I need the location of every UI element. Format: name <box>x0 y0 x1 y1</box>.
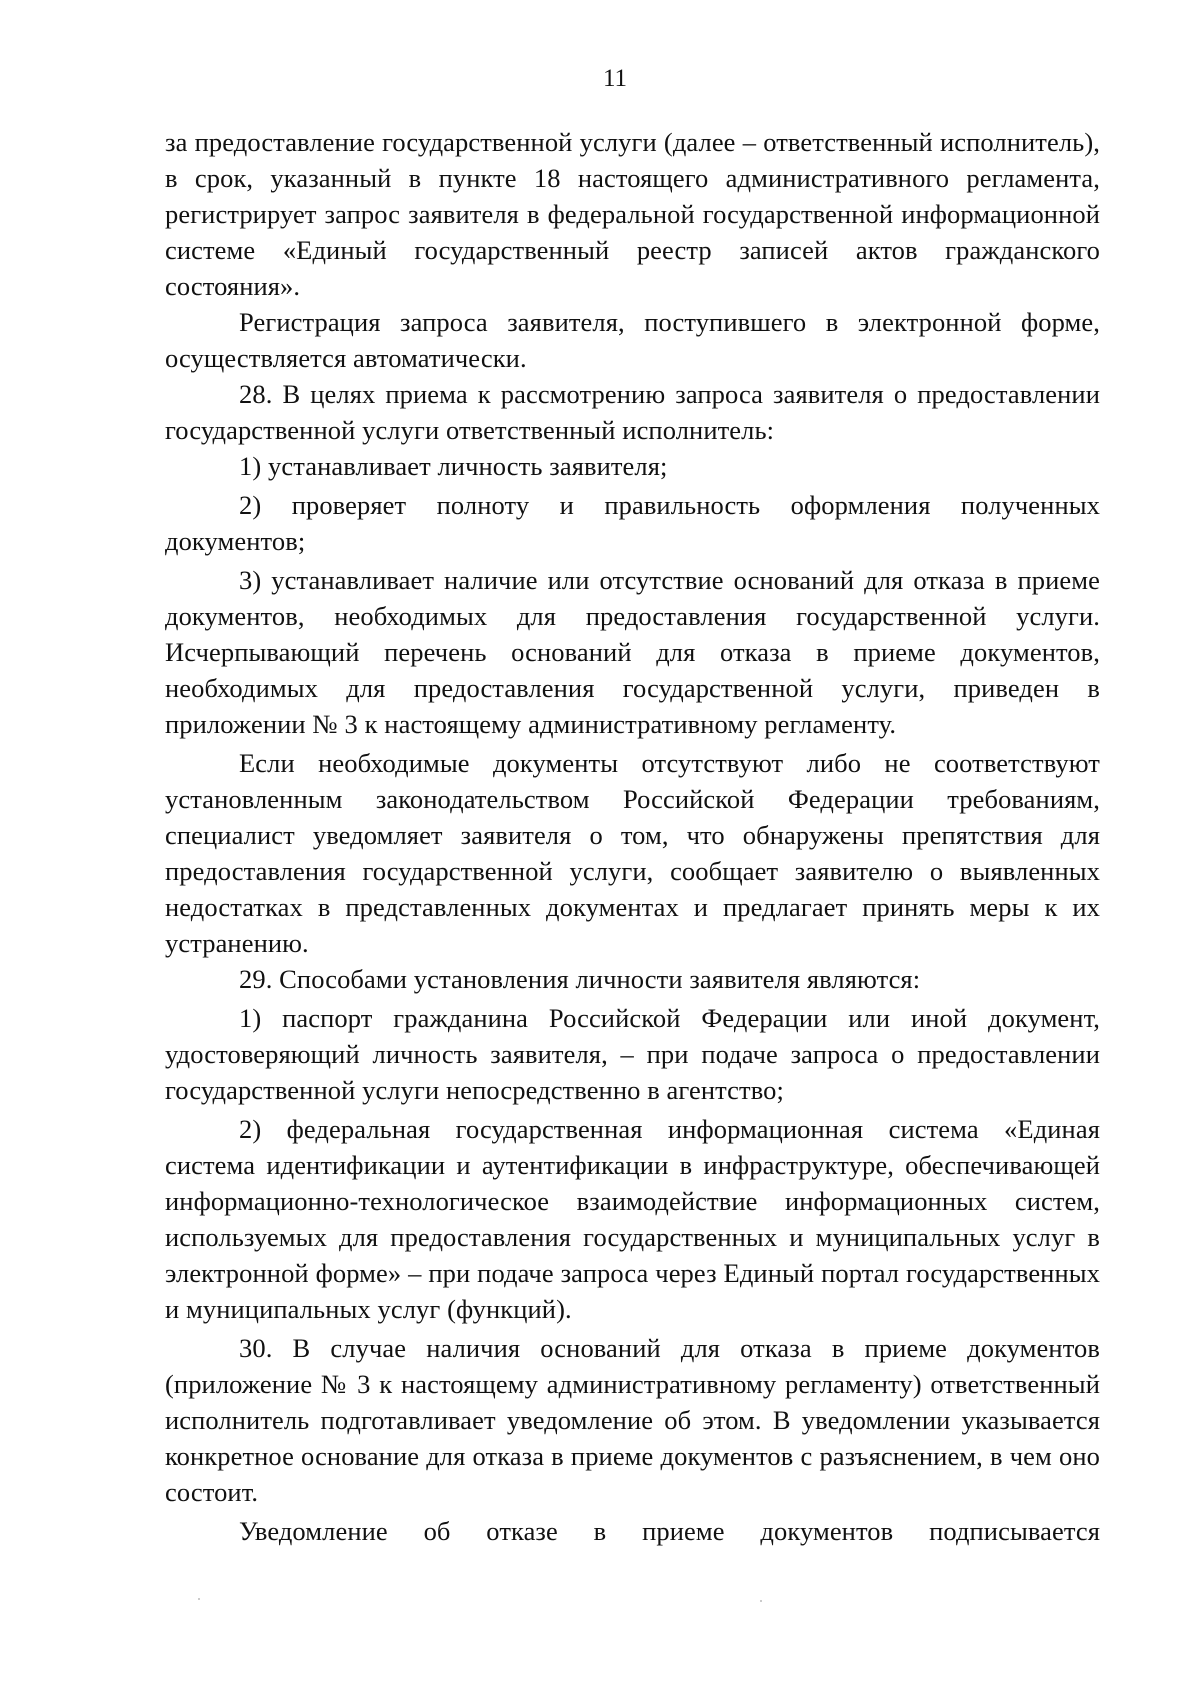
paragraph-continuation: за предоставление государственной услуги (далее – ответственный исполнитель), в срок, указанный в пункте 18 настоящего административного регламента, регистрирует запрос заявителя в федеральной государственной информационной системе «Единый государственный реестр записей актов гражданского состояния». <box>165 127 1100 301</box>
paragraph-28-item-1: 1) устанавливает личность заявителя; <box>239 451 668 481</box>
body-text <box>165 124 1100 1549</box>
paragraph-28-item-2: 2) проверяет полноту и правильность оформления полученных документов; <box>165 490 1100 556</box>
paragraph-29-item-2: 2) федеральная государственная информационная система «Единая система идентификации и аутентификации в инфраструктуре, обеспечивающей информационно-технологическое взаимодействие информационных систем, используемых для предоставления государственных и муниципальных услуг в электронной форме» – при подаче запроса через Единый портал государственных и муниципальных услуг (функций). <box>165 1114 1100 1324</box>
paragraph-missing-documents: Если необходимые документы отсутствуют либо не соответствуют установленным законодательством Российской Федерации требованиям, специалист уведомляет заявителя о том, что обнаружены препятствия для предоставления государственной услуги, сообщает заявителю о выявленных недостатках в представленных документах и предлагает принять меры к их устранению. <box>165 748 1100 958</box>
scan-speck <box>760 1600 762 1602</box>
page-number: 11 <box>602 65 628 92</box>
paragraph-30: 30. В случае наличия оснований для отказа в приеме документов (приложение № 3 к настоящему административному регламенту) ответственный исполнитель подготавливает уведомление об этом. В уведомлении указывается конкретное основание для отказа в приеме документов с разъяснением, в чем оно состоит. <box>165 1333 1100 1507</box>
paragraph-29: 29. Способами установления личности заявителя являются: <box>239 964 921 994</box>
scan-speck <box>198 1598 200 1600</box>
paragraph-refusal-notice: Уведомление об отказе в приеме документов подписывается <box>239 1516 1100 1546</box>
paragraph-28: 28. В целях приема к рассмотрению запроса заявителя о предоставлении государственной услуги ответственный исполнитель: <box>165 379 1100 445</box>
paragraph-29-item-1: 1) паспорт гражданина Российской Федерации или иной документ, удостоверяющий личность заявителя, – при подаче запроса о предоставлении государственной услуги непосредственно в агентство; <box>165 1003 1100 1105</box>
paragraph-28-item-3: 3) устанавливает наличие или отсутствие оснований для отказа в приеме документов, необходимых для предоставления государственной услуги. Исчерпывающий перечень оснований для отказа в приеме документов, необходимых для предоставления государственной услуги, приведен в приложении № 3 к настоящему административному регламенту. <box>165 565 1100 739</box>
paragraph-electronic-registration: Регистрация запроса заявителя, поступившего в электронной форме, осуществляется автоматически. <box>165 307 1100 373</box>
